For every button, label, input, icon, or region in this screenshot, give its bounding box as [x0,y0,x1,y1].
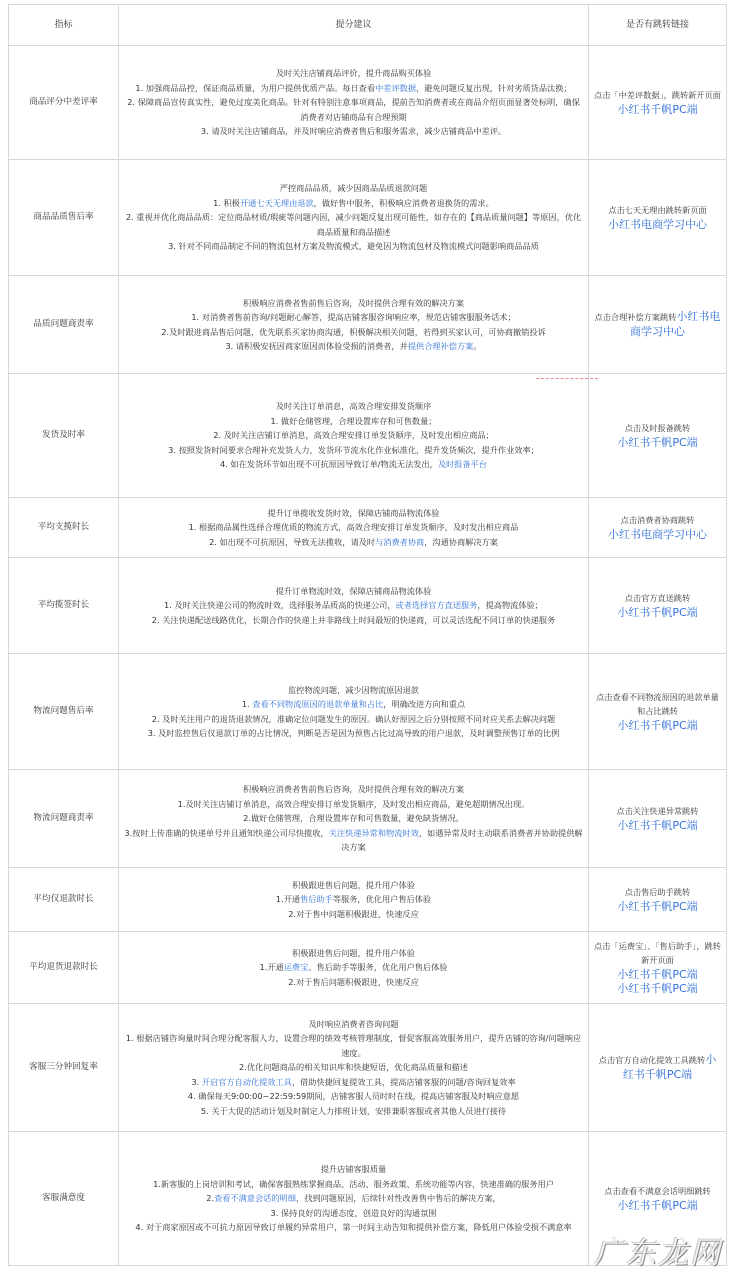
suggestion-text: 积极跟进售后问题，提升用户体验 [292,879,415,890]
suggestion-text: 等服务，优化用户售后体验 [332,894,432,905]
suggestion-line [124,811,583,825]
suggestion-line [124,712,583,726]
link-line [594,591,721,605]
suggestion-line [124,975,583,989]
suggestion-text: 4. 如在发货环节如出现不可抗原因导致订单/物流无法发出， [219,459,438,470]
suggestion-text: 1.开通 [259,962,284,973]
table-row [9,1004,727,1132]
suggestion-line [124,210,583,239]
suggestion-text: 1.开通 [275,894,301,905]
table-row [9,558,727,654]
suggestion-text: 提升店铺客服质量 [320,1164,387,1175]
link-line [594,421,721,435]
link-text: 点击消费者协商跳转 [620,515,695,526]
suggestion-text: 1. 及时关注快递公司的物流时效，选择服务品质高的快递公司， [164,600,396,611]
suggestion-line [124,946,583,960]
suggestion-line [124,535,583,549]
table-header-row [9,5,727,46]
suggestion-line [124,414,583,428]
suggestion-line [124,1089,583,1103]
jump-link[interactable]: 小红书千帆PC端 [617,967,698,981]
inline-link[interactable]: 售后助手 [300,894,333,905]
suggestion-text: 提升订单物流时效，保障店铺商品物流体验 [275,585,432,596]
header-metric: 指标 [9,5,119,46]
suggestion-text: ，借助快捷回复提效工具，提高店铺客服的问题/咨询回复效率 [291,1076,516,1087]
suggestion-line [124,81,583,95]
suggestion-text: 及时关注店铺商品评价，提升商品购买体验 [275,68,432,79]
inline-link[interactable]: 开通七天无理由退款 [239,197,314,208]
suggestion-line [124,239,583,253]
jump-link[interactable]: 小红书千帆PC端 [617,899,698,913]
link-text: 点击官方自动化提效工具跳转 [598,1055,706,1066]
link-line [594,968,721,982]
link-cell [589,498,727,558]
suggestion-text: 积极跟进售后问题，提升用户体验 [292,947,415,958]
jump-link[interactable]: 小红书千帆PC端 [617,1198,698,1212]
link-cell [589,932,727,1004]
suggestion-line [124,797,583,811]
link-line [594,819,721,833]
link-line [594,1053,721,1082]
link-text: 点击「中差评数据」，跳转新开页面 [594,90,721,101]
link-line [594,939,721,968]
suggestion-text: ，找到问题原因，后续针对性改善售中售后的解决方案， [296,1193,501,1204]
suggestion-text: 严控商品品质，减少因商品品质退款问题 [279,183,428,194]
suggestion-line [124,95,583,124]
link-cell [589,558,727,654]
suggestion-text: 3. 请积极安抚因商家原因而体验受损的消费者，并 [225,340,408,351]
inline-link[interactable]: 关注快递异常和物流时效 [328,827,419,838]
link-line [594,436,721,450]
suggestion-text: 1.新客服的上岗培训和考试，确保客服熟练掌握商品、活动、服务政策、系统功能等内容，快速准确的服务用户 [153,1178,554,1189]
suggestion-text: 3. 针对不同商品制定不同的物流包材方案及物流模式，避免因为物流包材及物流模式问题影响商品品质 [168,241,539,252]
link-line [594,885,721,899]
suggestion-text: 1.及时关注店铺订单消息，高效合理安排订单发货顺序，及时发出相应商品，避免超期情况出现。 [177,798,530,809]
suggestion-line [124,339,583,353]
suggestion-text: 2. 关注快递配送线路优化，长期合作的快递上并非路线上时间最短的快递商，可以灵活选配不同订单的快递服务 [151,614,556,625]
suggestion-cell [119,558,589,654]
suggestion-line [124,613,583,627]
suggestion-text: ，做好售中服务，积极响应消费者退换货的需求。 [313,197,494,208]
suggestion-line [124,66,583,80]
jump-link[interactable]: 小红书千帆PC端 [617,605,698,619]
table-body [9,46,727,1266]
suggestion-line [124,520,583,534]
suggestion-text: 3. 及时监控售后仅退款订单的占比情况，判断是否是因为预售占比过高导致的用户退款，及时调整预售订单的比例 [147,727,560,738]
suggestion-text: 及时关注订单消息，高效合理安排发货顺序 [275,401,432,412]
table-row [9,770,727,868]
suggestion-text: 监控物流问题，减少因物流原因退款 [287,684,419,695]
suggestion-cell [119,1004,589,1132]
metric-cell: 商品品质售后率 [9,160,119,276]
suggestion-text: 、售后助手等服务，优化用户售后体验 [308,962,448,973]
suggestion-text: 2. 重视并优化商品品质：定位商品材质/瑕疵等问题内因，减少问题反复出现可能性，如存在的【商品质量问题】等原因，优化商品质量和商品描述 [125,212,582,237]
link-line [594,719,721,733]
jump-link[interactable]: 小红书电商学习中心 [630,310,721,338]
link-cell [589,654,727,770]
inline-link[interactable]: 提供合理补偿方案 [407,340,474,351]
link-line [594,1199,721,1213]
suggestion-cell [119,498,589,558]
table-row [9,160,727,276]
link-line [594,528,721,542]
link-text: 点击售后助手跳转 [624,887,691,898]
suggestion-text: 1. [241,699,253,710]
suggestion-cell [119,932,589,1004]
link-cell [589,1004,727,1132]
suggestion-text: 1. 根据店铺咨询量时间合理分配客服人力，设置合理的绩效考核管理制度，督促客服高效服务用户，提升店铺的咨询/问题响应速度。 [125,1033,582,1058]
link-line [594,606,721,620]
suggestion-text: 2.对于售中问题积极跟进，快速反应 [288,908,419,919]
suggestion-text: 积极响应消费者售前售后咨询，及时提供合理有效的解决方案 [242,297,465,308]
suggestion-line [124,181,583,195]
suggestion-line [124,598,583,612]
jump-link[interactable]: 小红书千帆PC端 [617,818,698,832]
link-text: 点击查看不满意会话明细跳转 [604,1186,711,1197]
link-line [594,203,721,217]
suggestion-text: 2. 及时关注用户的退货退款情况，准确定位问题发生的原因。确认好原因之后分别按照不同对应关系去解决问题 [151,713,556,724]
inline-link[interactable]: 查看不同物流原因的退款单量和占比 [252,699,384,710]
site-watermark: 广东龙网 [594,1236,722,1271]
link-cell [589,46,727,160]
suggestion-text: 1. 加强商品品控，保证商品质量，为用户提供优质产品。每日查看 [135,82,376,93]
suggestion-line [124,1075,583,1089]
link-line [594,1184,721,1198]
suggestion-line [124,907,583,921]
suggestion-text: 3. 按照发货时间要求合理补充发货人力，发货环节流水化作业标准化，提升发货频次，提升作业效率； [168,444,539,455]
suggestion-cell [119,1132,589,1266]
red-dashed-mark [536,378,598,379]
suggestion-cell [119,374,589,498]
suggestion-line [124,1191,583,1205]
suggestion-line [124,697,583,711]
suggestion-cell [119,868,589,932]
link-line [594,218,721,232]
suggestion-text: 3.按时上传准确的快递单号并且通知快递公司尽快揽收， [124,827,329,838]
link-line [594,88,721,117]
suggestion-line [124,1031,583,1060]
suggestion-line [124,443,583,457]
jump-link[interactable]: 小红书千帆PC端 [617,981,698,995]
link-text: 点击查看不同物流原因的退款单量和占比跳转 [596,691,719,717]
suggestion-text: 3. [191,1076,202,1087]
link-line [594,982,721,996]
suggestion-text: 2.做好仓储管理，合理设置库存和可售数量，避免缺货情况。 [243,813,464,824]
jump-link[interactable]: 小红书电商学习中心 [608,527,707,541]
suggestion-line [124,892,583,906]
metric-cell: 客服三分钟回复率 [9,1004,119,1132]
metric-cell: 平均退货退款时长 [9,932,119,1004]
table-row [9,498,727,558]
suggestion-line [124,826,583,855]
suggestion-line [124,878,583,892]
table-row [9,654,727,770]
link-text: 点击关注快递异常跳转 [616,806,699,817]
link-line [594,310,721,339]
inline-link[interactable]: 或者选择官方直送服务 [395,600,478,611]
inline-link[interactable]: 中差评数据 [375,82,417,93]
metrics-table [8,4,727,1266]
suggestion-text: 1. 做好仓储管理，合理设置库存和可售数量； [270,415,437,426]
jump-link[interactable]: 小红书电商学习中心 [608,217,707,231]
metric-cell: 客服满意度 [9,1132,119,1266]
suggestion-text: 4. 对于商家原因或不可抗力原因导致订单履约异常用户，第一时间主动告知和提供补偿方案，降低用户体验受损不满意率 [135,1222,572,1233]
suggestion-text: 1. 积极 [213,197,240,208]
link-cell [589,374,727,498]
suggestion-text: 2.优化问题商品的相关知识库和快捷短语，优化商品质量和描述 [239,1062,468,1073]
suggestion-text: 提升订单揽收发货时效，保障店铺商品物流体验 [267,507,440,518]
table-row [9,868,727,932]
suggestion-line [124,683,583,697]
inline-link[interactable]: 及时报备平台 [437,459,487,470]
suggestion-text: 4. 确保每天9:00:00~22:59:59期间，店铺客服人员时时在线，提高店铺客服及时响应意愿 [187,1091,520,1102]
suggestion-text: 1. 根据商品属性选择合理优质的物流方式，高效合理安排订单发货顺序，及时发出相应商品 [188,522,519,533]
suggestion-cell [119,160,589,276]
metric-cell: 平均揽签时长 [9,558,119,654]
suggestion-line [124,1104,583,1118]
suggestion-line [124,1220,583,1234]
suggestion-text: 积极响应消费者售前售后咨询，及时提供合理有效的解决方案 [242,784,465,795]
suggestion-line [124,124,583,138]
suggestion-cell [119,276,589,374]
header-suggestion: 提分建议 [119,5,589,46]
suggestion-line [124,1206,583,1220]
suggestion-text: 3. 请及时关注店铺商品，并及时响应消费者售后和服务需求，减少店铺商品中差评。 [200,126,507,137]
metric-cell: 物流问题商责率 [9,770,119,868]
jump-link[interactable]: 小红书千帆PC端 [617,718,698,732]
suggestion-line [124,457,583,471]
suggestion-line [124,1162,583,1176]
link-cell [589,868,727,932]
link-text: 点击合理补偿方案跳转 [594,312,677,323]
link-cell [589,276,727,374]
jump-link[interactable]: 小红书千帆PC端 [617,102,698,116]
metric-cell: 商品评分中差评率 [9,46,119,160]
suggestion-text: 3. 保持良好的沟通态度，创造良好的沟通氛围 [270,1207,437,1218]
suggestion-line [124,1060,583,1074]
suggestion-text: 2. 保障商品宣传真实性，避免过度美化商品。针对有特别注意事项商品，提前告知消费者或在商品介绍页面显著处标明，确保消费者对店铺商品有合理预期 [127,97,580,122]
suggestion-text: ，提高物流体验； [477,600,543,611]
jump-link[interactable]: 小红书千帆PC端 [622,1053,717,1081]
link-text: 点击七天无理由跳转新页面 [608,205,707,216]
link-line [594,513,721,527]
inline-link[interactable]: 查看不满意会话的明细 [214,1193,296,1204]
suggestion-text: 5. 关于大促的活动计划及时制定人力排班计划，安排兼职客服或者其他人员进行接待 [200,1105,507,1116]
link-cell [589,770,727,868]
link-text: 点击及时报备跳转 [624,423,691,434]
link-line [594,690,721,719]
suggestion-cell [119,654,589,770]
suggestion-text: 2. 如出现不可抗原因，导致无法揽收，请及时 [209,536,376,547]
suggestion-line [124,506,583,520]
jump-link[interactable]: 小红书千帆PC端 [617,435,698,449]
suggestion-line [124,310,583,324]
suggestion-text: 2.对于售后问题积极跟进，快速反应 [288,976,419,987]
link-cell [589,160,727,276]
suggestion-cell [119,46,589,160]
suggestion-line [124,196,583,210]
metric-cell: 平均仅退款时长 [9,868,119,932]
inline-link[interactable]: 开启官方自动化提效工具 [201,1076,292,1087]
suggestion-text: ，避免问题反复出现，针对劣质货品汰换； [416,82,572,93]
suggestion-line [124,296,583,310]
suggestion-line [124,726,583,740]
suggestion-line [124,584,583,598]
link-text: 点击官方直送跳转 [624,593,691,604]
link-line [594,804,721,818]
table-row [9,932,727,1004]
suggestion-text: 2. [206,1193,215,1204]
table-row [9,46,727,160]
link-line [594,900,721,914]
metric-cell: 发货及时率 [9,374,119,498]
suggestion-text: 及时响应消费者咨询问题 [308,1019,399,1030]
metric-cell: 品质问题商责率 [9,276,119,374]
suggestion-line [124,428,583,442]
header-link: 是否有跳转链接 [589,5,727,46]
suggestion-text: 1. 对消费者售前咨询/问题耐心解答，提高店铺客服咨询响应率，规范店铺客服服务话术； [191,312,516,323]
suggestion-text: 2. 及时关注店铺订单消息，高效合理安排订单发货顺序，及时发出相应商品； [213,430,494,441]
table-row [9,374,727,498]
suggestion-line [124,782,583,796]
suggestion-line [124,325,583,339]
suggestion-text: 。 [473,340,482,351]
suggestion-text: ，明确改进方向和重点 [383,699,466,710]
table-row [9,276,727,374]
suggestion-line [124,399,583,413]
suggestion-line [124,1017,583,1031]
suggestion-line [124,1177,583,1191]
suggestion-text: ，如遇异常及时主动联系消费者并协助提供解决方案 [341,827,583,853]
suggestion-text: ，沟通协商解决方案 [424,536,498,547]
suggestion-line [124,960,583,974]
metric-cell: 物流问题售后率 [9,654,119,770]
inline-link[interactable]: 与消费者协商 [375,536,425,547]
link-text: 点击「运费宝」、「售后助手」，跳转新开页面 [594,940,721,966]
suggestion-text: 2.及时跟进商品售后问题，优先联系买家协商沟通，积极解决相关问题，若得到买家认可，可协商撤销投诉 [161,326,546,337]
metric-cell: 平均支揽时长 [9,498,119,558]
suggestion-cell [119,770,589,868]
inline-link[interactable]: 运费宝 [283,962,309,973]
